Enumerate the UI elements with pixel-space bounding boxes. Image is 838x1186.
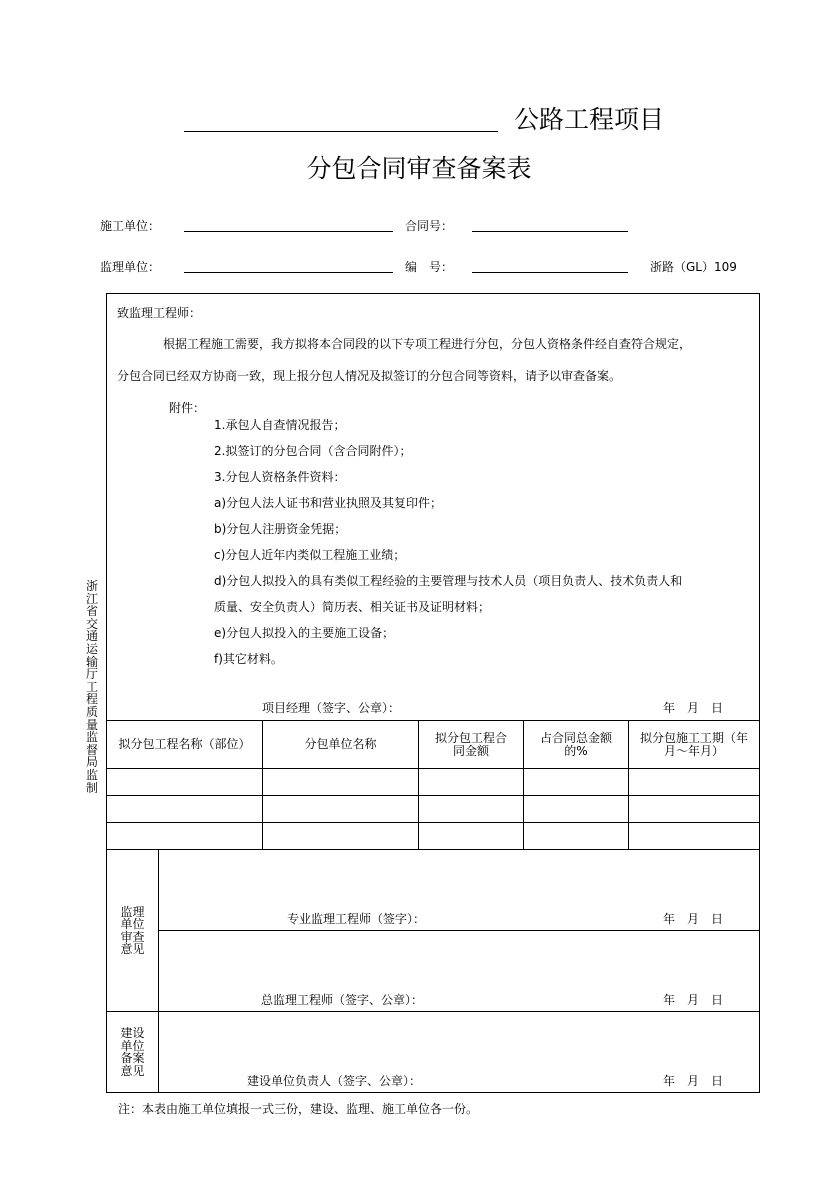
- project-manager-sign: 项目经理（签字、公章）：: [262, 701, 401, 715]
- form-code: 浙路（GL）109: [650, 260, 737, 274]
- table-cell[interactable]: [263, 823, 419, 850]
- table-row: [107, 769, 760, 796]
- table-cell[interactable]: [524, 796, 629, 823]
- supervision-unit-field[interactable]: [184, 272, 393, 273]
- attachments-label: 附件：: [169, 401, 206, 415]
- owner-opinion-text: 建设单位备案意见: [120, 1026, 145, 1078]
- table-row: [107, 796, 760, 823]
- col-header-work-name: 拟分包工程名称（部位）: [107, 721, 263, 769]
- attachment-item: a)分包人法人证书和营业执照及其复印件；: [214, 496, 443, 510]
- table-cell[interactable]: [524, 769, 629, 796]
- table-cell[interactable]: [107, 769, 263, 796]
- supervision-engineer-area[interactable]: [159, 850, 760, 931]
- table-cell[interactable]: [263, 769, 419, 796]
- attachment-item: b)分包人注册资金凭据；: [214, 522, 347, 536]
- table-cell[interactable]: [107, 823, 263, 850]
- paragraph-line1: 根据工程施工需要，我方拟将本合同段的以下专项工程进行分包，分包人资格条件经自查符合规定，: [163, 337, 692, 351]
- attachment-item: 3.分包人资格条件资料：: [214, 470, 346, 484]
- chief-engineer-area[interactable]: [159, 931, 760, 1012]
- construction-unit-label: 施工单位：: [100, 219, 161, 233]
- serial-no-field[interactable]: [472, 272, 628, 273]
- contract-no-field[interactable]: [472, 231, 628, 232]
- table-cell[interactable]: [629, 823, 760, 850]
- col-header-subcontractor: 分包单位名称: [263, 721, 419, 769]
- date-placeholder: 年 月 日: [663, 912, 724, 926]
- application-body: [107, 294, 760, 721]
- title-line1: 公路工程项目: [514, 105, 665, 134]
- table-row: [107, 823, 760, 850]
- table-cell[interactable]: [524, 823, 629, 850]
- form-title: 分包合同审查备案表: [306, 154, 532, 183]
- owner-opinion-label: [107, 1012, 159, 1093]
- construction-unit-field[interactable]: [184, 231, 393, 232]
- table-cell[interactable]: [107, 796, 263, 823]
- table-cell[interactable]: [419, 823, 524, 850]
- contract-no-label: 合同号：: [405, 219, 454, 233]
- chief-engineer-sign: 总监理工程师（签字、公章）：: [261, 993, 424, 1007]
- table-cell[interactable]: [629, 769, 760, 796]
- salutation: 致监理工程师：: [117, 306, 202, 320]
- owner-sign: 建设单位负责人（签字、公章）：: [247, 1074, 422, 1088]
- table-cell[interactable]: [263, 796, 419, 823]
- footnote: 注：本表由施工单位填报一式三份，建设、监理、施工单位各一份。: [118, 1102, 479, 1116]
- col-header-percent: 占合同总金额的%: [524, 721, 629, 769]
- date-placeholder: 年 月 日: [663, 993, 724, 1007]
- table-cell[interactable]: [629, 796, 760, 823]
- attachment-item: c)分包人近年内类似工程施工业绩；: [214, 548, 406, 562]
- side-publisher-text: 浙江省交通运输厅工程质量监督局监制: [85, 579, 98, 795]
- owner-opinion-area[interactable]: [159, 1012, 760, 1093]
- col-header-amount: 拟分包工程合同金额: [419, 721, 524, 769]
- project-name-line: [184, 131, 498, 132]
- attachment-item: 质量、安全负责人）简历表、相关证书及证明材料；: [214, 600, 491, 614]
- engineer-sign: 专业监理工程师（签字）：: [287, 912, 426, 926]
- date-placeholder: 年 月 日: [663, 1074, 724, 1088]
- attachment-item: 1.承包人自查情况报告；: [214, 418, 346, 432]
- attachment-item: 2.拟签订的分包合同（含合同附件）；: [214, 444, 412, 458]
- paragraph-line2: 分包合同已经双方协商一致，现上报分包人情况及拟签订的分包合同等资料，请予以审查备案。: [117, 369, 622, 383]
- col-header-period: 拟分包施工工期（年月～年月）: [629, 721, 760, 769]
- serial-no-label: 编 号：: [405, 260, 454, 274]
- attachment-item: f)其它材料。: [214, 652, 283, 666]
- form-table: [106, 293, 760, 1093]
- supervision-opinion-text: 监理单位审查意见: [120, 904, 145, 956]
- supervision-opinion-label: [107, 850, 159, 1012]
- attachment-item: d)分包人拟投入的具有类似工程经验的主要管理与技术人员（项目负责人、技术负责人和: [214, 574, 683, 588]
- table-cell[interactable]: [419, 796, 524, 823]
- date-placeholder: 年 月 日: [663, 701, 724, 715]
- supervision-unit-label: 监理单位：: [100, 260, 161, 274]
- attachment-item: e)分包人拟投入的主要施工设备；: [214, 626, 395, 640]
- table-cell[interactable]: [419, 769, 524, 796]
